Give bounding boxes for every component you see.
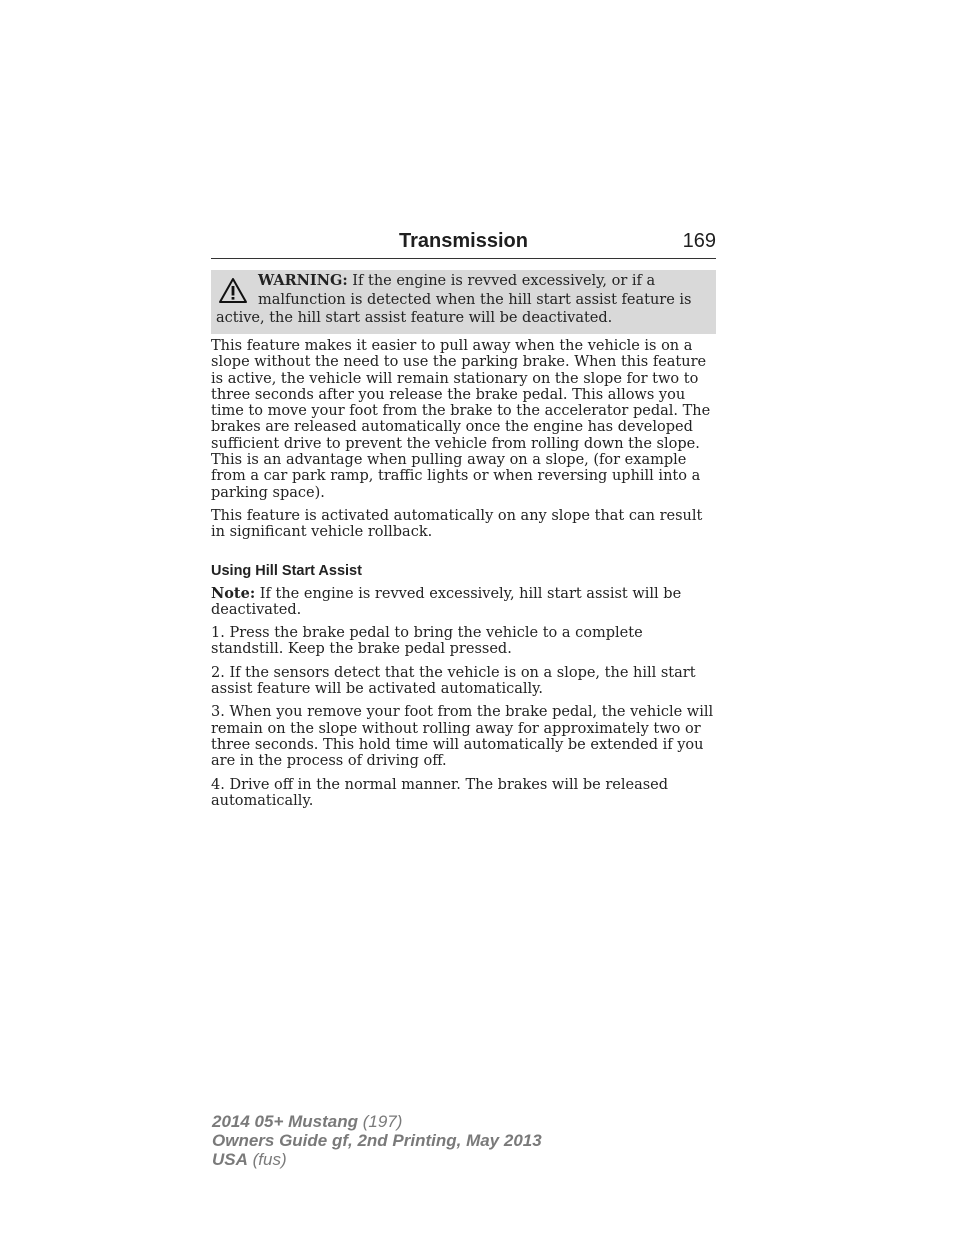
intro-paragraph-1: This feature makes it easier to pull away when the vehicle is on a slope without the need to use the parking brake. When this feature is active, the vehicle will remain stationary on the slope for two to three seconds after you release the brake pedal. This allows you time to move your foot from the brake to the accelerator pedal. The brakes are released automatically once the engine has developed sufficient drive to prevent the vehicle from rolling down the slope. This is an advantage when pulling away on a slope, (for example from a car park ramp, traffic lights or when reversing uphill into a parking space).: [211, 338, 711, 501]
footer-line-2: [212, 1131, 542, 1150]
warning-box: [211, 270, 716, 334]
footer-model-code: (197): [358, 1112, 403, 1131]
footer-line-1: [212, 1112, 542, 1131]
step-4: 4. Drive off in the normal manner. The brakes will be released automatically.: [211, 776, 669, 809]
footer-market-code: (fus): [247, 1150, 287, 1169]
footer-model: 2014 05+ Mustang: [212, 1112, 358, 1131]
step-1: 1. Press the brake pedal to bring the vehicle to a complete standstill. Keep the brake pedal pressed.: [211, 625, 643, 658]
warning-text: [216, 272, 713, 328]
footer-market: USA: [212, 1150, 248, 1169]
section-heading: Using Hill Start Assist: [211, 562, 362, 579]
warning-body: If the engine is revved excessively, or if a malfunction is detected when the hill start assist feature is active, the hill start assist feature will be deactivated.: [216, 273, 692, 326]
intro-paragraph-2: This feature is activated automatically on any slope that can result in significant vehicle rollback.: [211, 507, 703, 541]
note-text: If the engine is revved excessively, hill start assist will be deactivated.: [211, 585, 682, 618]
section-title: Transmission: [399, 230, 528, 252]
footer-guide: Owners Guide gf, 2nd Printing, May 2013: [212, 1131, 542, 1150]
page-number: 169: [682, 230, 716, 252]
page-footer: [212, 1112, 542, 1169]
warning-label: WARNING:: [258, 272, 348, 289]
main-content: [211, 338, 716, 816]
step-2: 2. If the sensors detect that the vehicle is on a slope, the hill start assist feature will be activated automatically.: [211, 664, 696, 698]
note-label: Note:: [211, 584, 256, 602]
footer-line-3: [212, 1150, 542, 1169]
note-paragraph: [211, 586, 716, 619]
page-header: [211, 228, 716, 259]
step-3: 3. When you remove your foot from the brake pedal, the vehicle will remain on the slope without rolling away for approximately two or three seconds. This hold time will automatically be extended if you are in the process of driving off.: [211, 704, 714, 770]
